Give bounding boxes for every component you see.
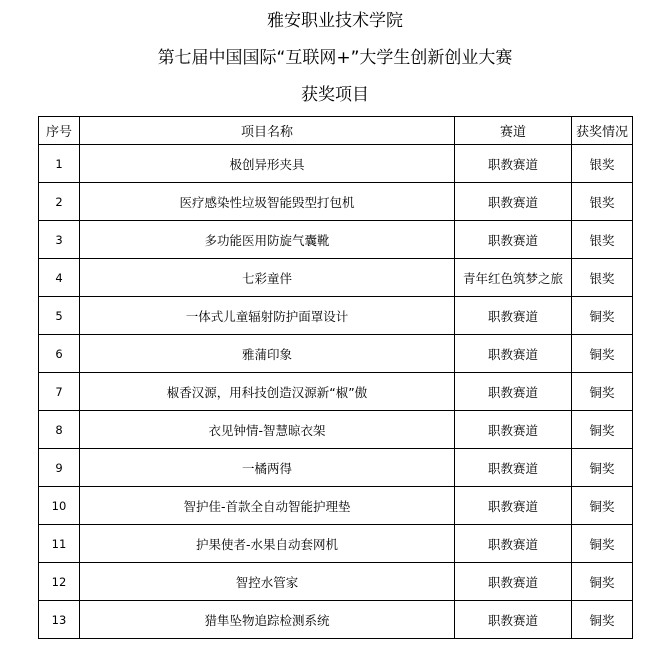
cell-no: 1 xyxy=(39,145,80,183)
cell-no: 10 xyxy=(39,487,80,525)
cell-no: 8 xyxy=(39,411,80,449)
table-row xyxy=(39,297,633,335)
cell-track: 职教赛道 xyxy=(455,373,572,411)
cell-track: 职教赛道 xyxy=(455,601,572,639)
cell-award: 铜奖 xyxy=(572,525,633,563)
header-award: 获奖情况 xyxy=(572,117,633,145)
cell-award: 银奖 xyxy=(572,145,633,183)
table-row xyxy=(39,563,633,601)
awards-table xyxy=(38,116,633,639)
table-header-row xyxy=(39,117,633,145)
cell-no: 13 xyxy=(39,601,80,639)
cell-track: 青年红色筑梦之旅 xyxy=(455,259,572,297)
cell-project-name: 一橘两得 xyxy=(80,449,455,487)
cell-no: 6 xyxy=(39,335,80,373)
cell-award: 铜奖 xyxy=(572,601,633,639)
header-project-name: 项目名称 xyxy=(80,117,455,145)
table-body xyxy=(39,145,633,639)
cell-track: 职教赛道 xyxy=(455,563,572,601)
cell-award: 铜奖 xyxy=(572,297,633,335)
cell-award: 银奖 xyxy=(572,183,633,221)
table-row xyxy=(39,411,633,449)
table-row xyxy=(39,335,633,373)
cell-award: 银奖 xyxy=(572,221,633,259)
cell-track: 职教赛道 xyxy=(455,297,572,335)
cell-project-name: 七彩童伴 xyxy=(80,259,455,297)
cell-project-name: 智控水管家 xyxy=(80,563,455,601)
cell-no: 12 xyxy=(39,563,80,601)
cell-award: 银奖 xyxy=(572,259,633,297)
table-row xyxy=(39,221,633,259)
cell-project-name: 椒香汉源，用科技创造汉源新“椒”傲 xyxy=(80,373,455,411)
cell-track: 职教赛道 xyxy=(455,449,572,487)
cell-track: 职教赛道 xyxy=(455,335,572,373)
cell-award: 铜奖 xyxy=(572,373,633,411)
table-row xyxy=(39,183,633,221)
table-row xyxy=(39,449,633,487)
cell-track: 职教赛道 xyxy=(455,183,572,221)
header-track: 赛道 xyxy=(455,117,572,145)
cell-track: 职教赛道 xyxy=(455,221,572,259)
cell-track: 职教赛道 xyxy=(455,411,572,449)
table-row xyxy=(39,373,633,411)
table-row xyxy=(39,525,633,563)
cell-no: 11 xyxy=(39,525,80,563)
table-row xyxy=(39,145,633,183)
header-no: 序号 xyxy=(39,117,80,145)
cell-project-name: 衣见钟情-智慧晾衣架 xyxy=(80,411,455,449)
cell-track: 职教赛道 xyxy=(455,145,572,183)
cell-project-name: 猎隼坠物追踪检测系统 xyxy=(80,601,455,639)
cell-award: 铜奖 xyxy=(572,563,633,601)
cell-project-name: 医疗感染性垃圾智能毁型打包机 xyxy=(80,183,455,221)
table-row xyxy=(39,601,633,639)
cell-track: 职教赛道 xyxy=(455,487,572,525)
cell-project-name: 雅蒲印象 xyxy=(80,335,455,373)
table-row xyxy=(39,259,633,297)
cell-no: 4 xyxy=(39,259,80,297)
cell-no: 7 xyxy=(39,373,80,411)
cell-award: 铜奖 xyxy=(572,335,633,373)
cell-no: 5 xyxy=(39,297,80,335)
cell-project-name: 多功能医用防旋气囊靴 xyxy=(80,221,455,259)
table-row xyxy=(39,487,633,525)
cell-project-name: 智护佳-首款全自动智能护理垫 xyxy=(80,487,455,525)
cell-award: 铜奖 xyxy=(572,449,633,487)
cell-project-name: 护果使者-水果自动套网机 xyxy=(80,525,455,563)
cell-project-name: 一体式儿童辐射防护面罩设计 xyxy=(80,297,455,335)
cell-track: 职教赛道 xyxy=(455,525,572,563)
cell-no: 3 xyxy=(39,221,80,259)
document-subtitle: 获奖项目 xyxy=(301,85,369,105)
cell-award: 铜奖 xyxy=(572,411,633,449)
competition-title: 第七届中国国际“互联网+”大学生创新创业大赛 xyxy=(157,48,513,68)
cell-no: 2 xyxy=(39,183,80,221)
cell-award: 铜奖 xyxy=(572,487,633,525)
cell-project-name: 极创异形夹具 xyxy=(80,145,455,183)
cell-no: 9 xyxy=(39,449,80,487)
school-title: 雅安职业技术学院 xyxy=(267,11,403,31)
